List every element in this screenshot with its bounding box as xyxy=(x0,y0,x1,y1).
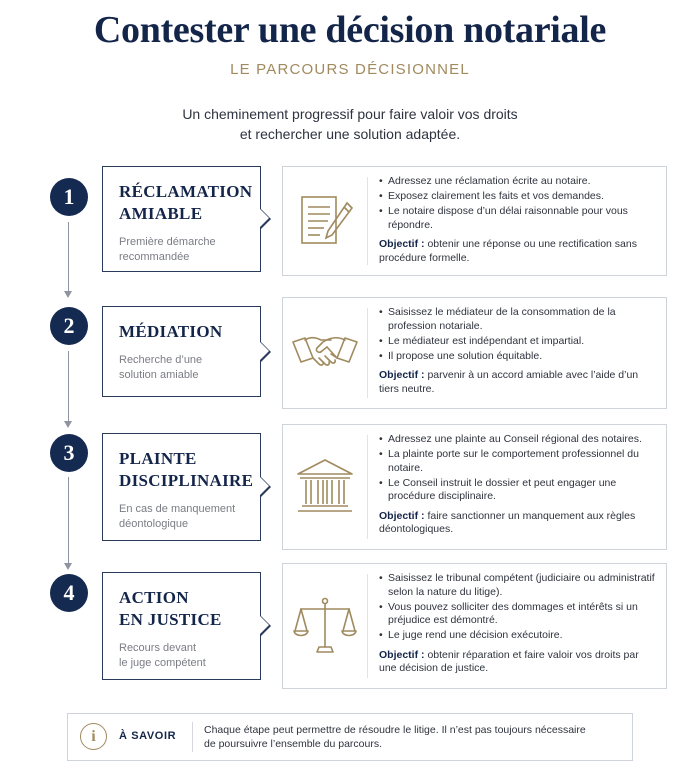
step-subtitle xyxy=(119,641,260,671)
bullet-list xyxy=(379,175,656,232)
document-pen-icon xyxy=(283,167,367,275)
note-text xyxy=(204,723,622,751)
bullet-item: • Le juge rend une décision exécutoire. xyxy=(379,629,656,643)
info-icon: i xyxy=(80,723,107,750)
bullet-item: • Exposez clairement les faits et vos demandes. xyxy=(379,190,656,204)
step-number-badge: 4 xyxy=(50,574,88,612)
step-subtitle-line: déontologique xyxy=(119,518,189,530)
objective xyxy=(379,238,656,265)
info-note xyxy=(67,713,633,761)
step-title-line: MÉDIATION xyxy=(119,322,223,341)
note-line-1: Chaque étape peut permettre de résoudre le litige. Il n’est pas toujours nécessaire xyxy=(204,724,586,736)
step-title-line: ACTION xyxy=(119,588,189,607)
connector-line-1 xyxy=(68,222,69,291)
intro-line-1: Un cheminement progressif pour faire valoir vos droits xyxy=(182,106,518,122)
objective xyxy=(379,649,656,676)
intro-line-2: et rechercher une solution adaptée. xyxy=(239,126,461,142)
objective-label: Objectif : xyxy=(379,509,425,522)
objective-label: Objectif : xyxy=(379,369,425,381)
step-subtitle xyxy=(119,353,260,383)
connector-arrow-1 xyxy=(64,291,72,298)
step-title-line: AMIABLE xyxy=(119,204,203,223)
divider xyxy=(367,435,368,539)
scales-of-justice-icon xyxy=(283,564,367,688)
connector-line-2 xyxy=(68,351,69,421)
step-3-details-box xyxy=(282,424,667,550)
divider xyxy=(367,177,368,265)
bullet-item: • Vous pouvez solliciter des dommages et intérêts si un préjudice est démontré. xyxy=(379,601,656,628)
divider xyxy=(367,574,368,678)
step-title xyxy=(119,181,260,225)
step-subtitle-line: solution amiable xyxy=(119,369,199,381)
step-title-line: DISCIPLINAIRE xyxy=(119,471,254,490)
objective-text: obtenir réparation et faire valoir vos droits par une décision de justice. xyxy=(379,648,639,674)
step-1-title-box xyxy=(102,166,261,272)
bullet-item: • Le médiateur est indépendant et impartial. xyxy=(379,335,656,349)
step-4-details-box xyxy=(282,563,667,689)
step-3-title-box xyxy=(102,433,261,541)
step-subtitle xyxy=(119,235,260,265)
bullet-list xyxy=(379,306,656,363)
objective-label: Objectif : xyxy=(379,238,425,250)
step-subtitle-line: Première démarche xyxy=(119,236,216,248)
step-title-line: EN JUSTICE xyxy=(119,610,222,629)
objective-text: parvenir à un accord amiable avec l’aide d’un tiers neutre. xyxy=(379,369,639,395)
objective-text: obtenir une réponse ou une rectification sans procédure formelle. xyxy=(379,238,637,264)
step-number-badge: 2 xyxy=(50,307,88,345)
connector-line-3 xyxy=(68,477,69,563)
bullet-list xyxy=(379,433,656,504)
step-number-badge: 1 xyxy=(50,178,88,216)
page-title: Contester une décision notariale xyxy=(93,9,607,51)
step-subtitle-line: le juge compétent xyxy=(119,657,206,669)
bullet-item: • Le notaire dispose d’un délai raisonnable pour vous répondre. xyxy=(379,205,656,232)
pointer-arrow-fill xyxy=(260,209,269,227)
bullet-item: • La plainte porte sur le comportement professionnel du notaire. xyxy=(379,448,656,475)
step-subtitle-line: Recherche d’une xyxy=(119,354,203,366)
step-subtitle-line: recommandée xyxy=(119,251,190,263)
step-1-details-box xyxy=(282,166,667,276)
bullet-item: • Il propose une solution équitable. xyxy=(379,350,656,364)
step-subtitle-line: En cas de manquement xyxy=(119,503,236,515)
bullet-item: • Saisissez le tribunal compétent (judiciaire ou administratif selon la nature du litige). xyxy=(379,572,656,599)
step-number-badge: 3 xyxy=(50,434,88,472)
divider xyxy=(192,722,193,752)
divider xyxy=(367,308,368,398)
bullet-item: • Adressez une plainte au Conseil régional des notaires. xyxy=(379,433,656,447)
bullet-item: • Adressez une réclamation écrite au notaire. xyxy=(379,175,656,189)
pointer-arrow-fill xyxy=(260,477,269,495)
step-title-line: RÉCLAMATION xyxy=(119,182,253,201)
step-4-title-box xyxy=(102,572,261,680)
intro-text xyxy=(0,104,700,144)
handshake-icon xyxy=(283,298,367,408)
step-subtitle xyxy=(119,502,260,532)
step-title-line: PLAINTE xyxy=(119,449,197,468)
step-title xyxy=(119,448,260,492)
objective-text: faire sanctionner un manquement aux règles déontologiques. xyxy=(379,509,636,535)
step-details xyxy=(379,572,656,676)
step-title xyxy=(119,321,260,343)
page-subtitle: LE PARCOURS DÉCISIONNEL xyxy=(230,61,470,78)
step-title xyxy=(119,587,260,631)
step-details xyxy=(379,306,656,396)
bullet-item: • Saisissez le médiateur de la consommation de la profession notariale. xyxy=(379,306,656,333)
courthouse-icon xyxy=(283,425,367,549)
step-subtitle-line: Recours devant xyxy=(119,642,197,654)
objective xyxy=(379,369,656,396)
step-2-title-box xyxy=(102,306,261,397)
connector-arrow-2 xyxy=(64,421,72,428)
step-2-details-box xyxy=(282,297,667,409)
objective xyxy=(379,510,656,537)
bullet-item: • Le Conseil instruit le dossier et peut engager une procédure disciplinaire. xyxy=(379,477,656,504)
pointer-arrow-fill xyxy=(260,342,269,360)
step-details xyxy=(379,175,656,265)
step-details xyxy=(379,433,656,537)
note-label: À SAVOIR xyxy=(119,730,177,742)
note-line-2: de poursuivre l’ensemble du parcours. xyxy=(204,738,383,750)
connector-arrow-3 xyxy=(64,563,72,570)
pointer-arrow-fill xyxy=(260,616,269,634)
bullet-list xyxy=(379,572,656,643)
objective-label: Objectif : xyxy=(379,648,425,661)
